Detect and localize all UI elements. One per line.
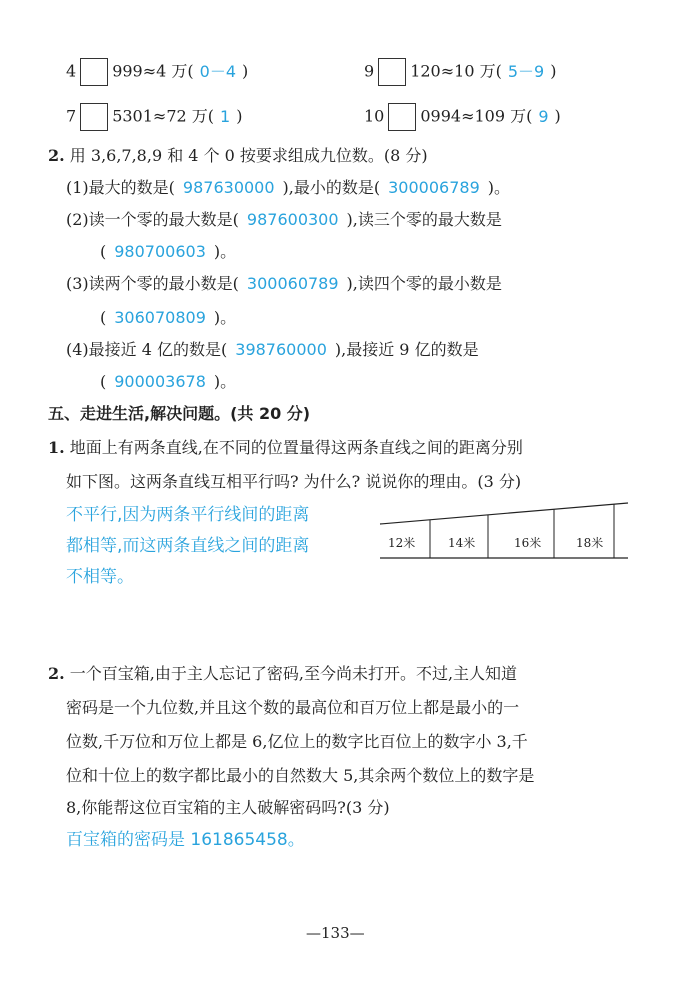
answer-text: 9 [538, 106, 549, 126]
lines-distance-figure [378, 498, 630, 564]
fill-row-left: 9 [364, 61, 375, 81]
question-2-part-3: (3)读两个零的最小数是( 300060789 ),读四个零的最小数是 [66, 274, 502, 293]
fill-row-left: 10 [364, 106, 385, 126]
question-2-part-2: (2)读一个零的最大数是( 987600300 ),读三个零的最大数是 [66, 210, 502, 229]
fill-row-3: 7 5301≈72 万( 1 ) [66, 103, 242, 131]
question-2-part-4: (4)最接近 4 亿的数是( 398760000 ),最接近 9 亿的数是 [66, 340, 479, 359]
question-2-part-1: (1)最大的数是( 987630000 ),最小的数是( 300006789 )。 [66, 178, 510, 197]
fill-row-left: 4 [66, 61, 77, 81]
answer-text: 0－4 [199, 61, 237, 81]
blank-box[interactable] [378, 58, 406, 86]
s5-q2-line1: 2. 一个百宝箱,由于主人忘记了密码,至今尚未打开。不过,主人知道 [48, 664, 518, 683]
s5-q2-line3: 位数,千万位和万位上都是 6,亿位上的数字比百位上的数字小 3,千 [66, 732, 528, 751]
s5-q1-line2: 如下图。这两条直线互相平行吗? 为什么? 说说你的理由。(3 分) [66, 472, 522, 491]
section-5-title: 五、走进生活,解决问题。(共 20 分) [48, 404, 311, 423]
fill-row-4: 10 0994≈109 万( 9 ) [364, 103, 561, 131]
blank-box[interactable] [80, 103, 108, 131]
question-2-part-3-cont: ( 306070809 )。 [100, 308, 237, 327]
s5-q2-line4: 位和十位上的数字都比最小的自然数大 5,其余两个数位上的数字是 [66, 766, 535, 785]
distance-label: 12米 [388, 536, 416, 550]
question-2-title: 2. 用 3,6,7,8,9 和 4 个 0 按要求组成九位数。(8 分) [48, 146, 428, 165]
s5-q1-line1: 1. 地面上有两条直线,在不同的位置量得这两条直线之间的距离分别 [48, 438, 523, 457]
s5-q2-line2: 密码是一个九位数,并且这个数的最高位和百万位上都是最小的一 [66, 698, 520, 717]
question-2-part-2-cont: ( 980700603 )。 [100, 242, 237, 261]
s5-q1-answer: 不平行,因为两条平行线间的距离 都相等,而这两条直线之间的距离 不相等。 [66, 505, 310, 587]
question-2-part-4-cont: ( 900003678 )。 [100, 372, 237, 391]
top-line [380, 503, 628, 524]
s5-q2-line5: 8,你能帮这位百宝箱的主人破解密码吗?(3 分) [66, 798, 390, 817]
distance-label: 14米 [448, 536, 476, 550]
distance-label: 16米 [514, 536, 542, 550]
answer-text: 5－9 [507, 61, 545, 81]
distance-label: 18米 [576, 536, 604, 550]
answer-text: 1 [220, 106, 231, 126]
blank-box[interactable] [388, 103, 416, 131]
fill-row-2: 9 120≈10 万( 5－9 ) [364, 58, 556, 86]
blank-box[interactable] [80, 58, 108, 86]
page-number: —133— [306, 924, 365, 942]
fill-row-left: 7 [66, 106, 77, 126]
fill-row-1: 4 999≈4 万( 0－4 ) [66, 58, 248, 86]
s5-q2-answer: 百宝箱的密码是 161865458。 [66, 830, 305, 850]
